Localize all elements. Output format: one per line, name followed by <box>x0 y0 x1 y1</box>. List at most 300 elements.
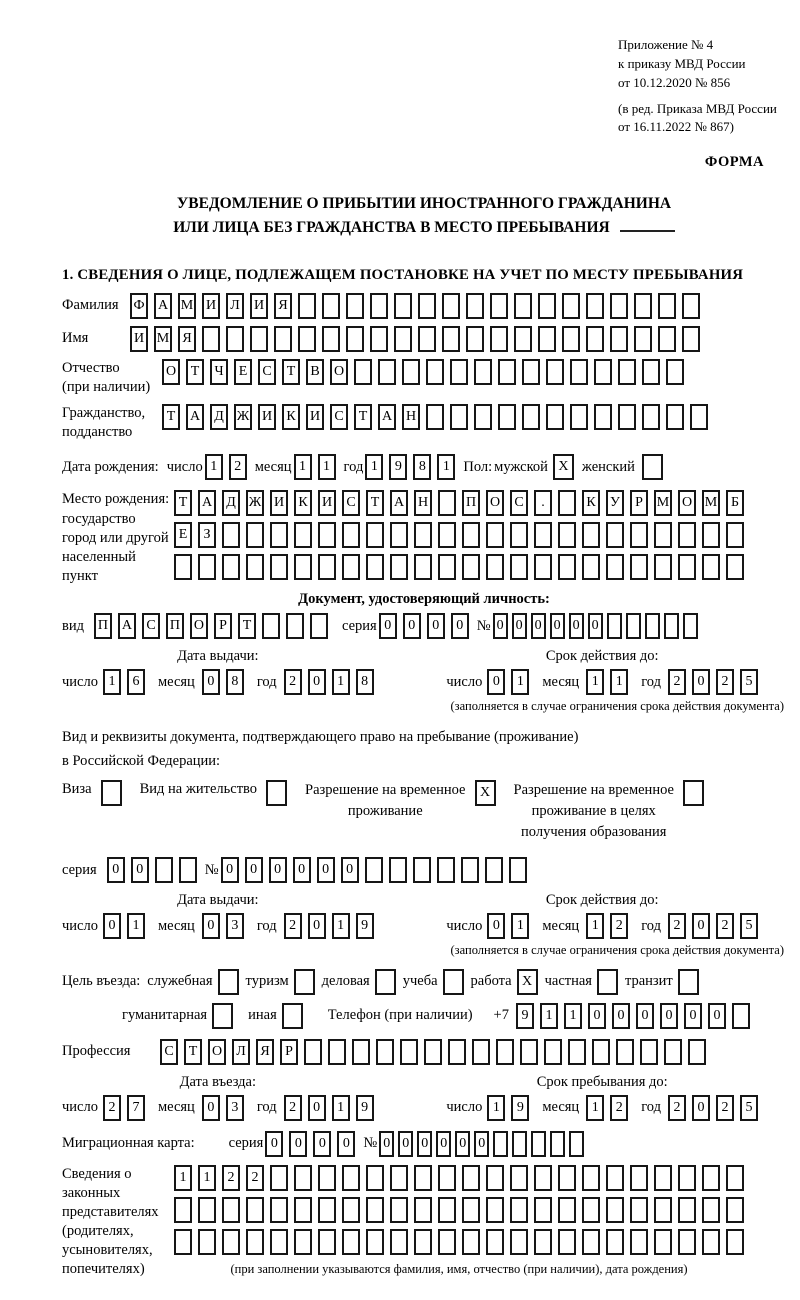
char-box[interactable]: X <box>517 969 538 995</box>
char-box[interactable] <box>101 780 122 806</box>
visa-checkbox[interactable] <box>101 780 122 806</box>
residence-valid-day-boxes[interactable] <box>487 913 529 939</box>
birth-place-row1-boxes[interactable] <box>174 490 744 516</box>
birth-month-boxes[interactable] <box>294 454 336 480</box>
doc-issue-month-boxes[interactable] <box>202 669 244 695</box>
purpose-tourism-checkbox[interactable] <box>294 969 315 995</box>
char-box[interactable] <box>286 613 304 639</box>
char-box[interactable] <box>726 1165 744 1191</box>
char-box[interactable]: 7 <box>127 1095 145 1121</box>
char-box[interactable] <box>202 326 220 352</box>
char-box[interactable] <box>402 359 420 385</box>
char-box[interactable]: Л <box>232 1039 250 1065</box>
char-box[interactable] <box>486 1165 504 1191</box>
birth-year-boxes[interactable] <box>365 454 455 480</box>
char-box[interactable]: 0 <box>202 1095 220 1121</box>
citizenship-boxes[interactable] <box>162 404 708 430</box>
char-box[interactable]: 1 <box>198 1165 216 1191</box>
residence-valid-year-boxes[interactable] <box>668 913 758 939</box>
char-box[interactable]: 1 <box>127 913 145 939</box>
char-box[interactable]: 6 <box>127 669 145 695</box>
char-box[interactable]: Н <box>402 404 420 430</box>
char-box[interactable]: 0 <box>474 1131 489 1157</box>
char-box[interactable]: 2 <box>246 1165 264 1191</box>
char-box[interactable] <box>678 554 696 580</box>
char-box[interactable]: 1 <box>487 1095 505 1121</box>
char-box[interactable] <box>510 1165 528 1191</box>
char-box[interactable]: О <box>162 359 180 385</box>
char-box[interactable]: 0 <box>569 613 584 639</box>
char-box[interactable] <box>654 522 672 548</box>
char-box[interactable]: Ж <box>246 490 264 516</box>
char-box[interactable] <box>472 1039 490 1065</box>
char-box[interactable]: Д <box>210 404 228 430</box>
char-box[interactable] <box>198 554 216 580</box>
char-box[interactable] <box>558 1197 576 1223</box>
char-box[interactable] <box>390 554 408 580</box>
char-box[interactable]: 0 <box>660 1003 678 1029</box>
representatives-row1-boxes[interactable] <box>174 1165 744 1191</box>
entry-day-boxes[interactable] <box>103 1095 145 1121</box>
char-box[interactable] <box>630 522 648 548</box>
char-box[interactable]: М <box>154 326 172 352</box>
char-box[interactable] <box>726 1197 744 1223</box>
char-box[interactable] <box>270 554 288 580</box>
char-box[interactable]: 0 <box>398 1131 413 1157</box>
char-box[interactable] <box>534 522 552 548</box>
char-box[interactable]: С <box>510 490 528 516</box>
char-box[interactable]: 1 <box>610 669 628 695</box>
representatives-row3-boxes[interactable] <box>174 1229 744 1255</box>
char-box[interactable] <box>682 326 700 352</box>
char-box[interactable] <box>394 326 412 352</box>
char-box[interactable]: 1 <box>586 1095 604 1121</box>
char-box[interactable] <box>370 293 388 319</box>
char-box[interactable] <box>642 454 663 480</box>
char-box[interactable] <box>366 522 384 548</box>
char-box[interactable]: С <box>258 359 276 385</box>
char-box[interactable] <box>683 613 698 639</box>
char-box[interactable] <box>514 293 532 319</box>
char-box[interactable] <box>342 1229 360 1255</box>
residence-valid-month-boxes[interactable] <box>586 913 628 939</box>
char-box[interactable] <box>582 522 600 548</box>
char-box[interactable]: 1 <box>174 1165 192 1191</box>
char-box[interactable] <box>642 359 660 385</box>
char-box[interactable] <box>640 1039 658 1065</box>
doc-issue-day-boxes[interactable] <box>103 669 145 695</box>
char-box[interactable] <box>558 1165 576 1191</box>
char-box[interactable] <box>443 969 464 995</box>
char-box[interactable]: Е <box>174 522 192 548</box>
char-box[interactable]: X <box>475 780 496 806</box>
char-box[interactable]: М <box>178 293 196 319</box>
char-box[interactable]: 0 <box>684 1003 702 1029</box>
char-box[interactable]: 2 <box>284 669 302 695</box>
char-box[interactable]: 2 <box>103 1095 121 1121</box>
char-box[interactable] <box>450 404 468 430</box>
char-box[interactable] <box>582 1165 600 1191</box>
char-box[interactable]: 0 <box>131 857 149 883</box>
char-box[interactable] <box>546 359 564 385</box>
char-box[interactable] <box>550 1131 565 1157</box>
char-box[interactable] <box>630 1229 648 1255</box>
profession-boxes[interactable] <box>160 1039 706 1065</box>
char-box[interactable] <box>678 1229 696 1255</box>
char-box[interactable] <box>394 293 412 319</box>
char-box[interactable] <box>618 404 636 430</box>
char-box[interactable] <box>378 359 396 385</box>
char-box[interactable] <box>538 293 556 319</box>
char-box[interactable] <box>270 1197 288 1223</box>
migration-series-boxes[interactable] <box>265 1131 355 1157</box>
char-box[interactable] <box>274 326 292 352</box>
char-box[interactable] <box>474 359 492 385</box>
char-box[interactable]: 0 <box>265 1131 283 1157</box>
char-box[interactable]: 1 <box>332 1095 350 1121</box>
char-box[interactable]: 8 <box>356 669 374 695</box>
char-box[interactable] <box>246 554 264 580</box>
char-box[interactable]: 0 <box>612 1003 630 1029</box>
stay-month-boxes[interactable] <box>586 1095 628 1121</box>
char-box[interactable]: 2 <box>222 1165 240 1191</box>
char-box[interactable] <box>594 359 612 385</box>
char-box[interactable] <box>462 1197 480 1223</box>
char-box[interactable]: Л <box>226 293 244 319</box>
char-box[interactable] <box>424 1039 442 1065</box>
char-box[interactable]: С <box>160 1039 178 1065</box>
male-checkbox[interactable] <box>553 454 574 480</box>
char-box[interactable] <box>282 1003 303 1029</box>
doc-series-boxes[interactable] <box>379 613 469 639</box>
char-box[interactable] <box>376 1039 394 1065</box>
residence-permit-checkbox[interactable] <box>266 780 287 806</box>
char-box[interactable]: П <box>462 490 480 516</box>
birth-place-row2-boxes[interactable] <box>174 522 744 548</box>
char-box[interactable] <box>294 1165 312 1191</box>
char-box[interactable]: И <box>202 293 220 319</box>
char-box[interactable]: 0 <box>451 613 469 639</box>
char-box[interactable] <box>226 326 244 352</box>
char-box[interactable]: С <box>342 490 360 516</box>
char-box[interactable]: Т <box>184 1039 202 1065</box>
char-box[interactable]: Т <box>282 359 300 385</box>
char-box[interactable]: 2 <box>668 1095 686 1121</box>
char-box[interactable] <box>702 522 720 548</box>
char-box[interactable]: 2 <box>716 669 734 695</box>
char-box[interactable]: 0 <box>692 913 710 939</box>
char-box[interactable] <box>645 613 660 639</box>
purpose-other-checkbox[interactable] <box>282 1003 303 1029</box>
char-box[interactable]: 5 <box>740 913 758 939</box>
char-box[interactable]: 1 <box>365 454 383 480</box>
char-box[interactable] <box>630 1197 648 1223</box>
temp-residence-education-checkbox[interactable] <box>683 780 704 806</box>
char-box[interactable] <box>510 1197 528 1223</box>
char-box[interactable] <box>654 1229 672 1255</box>
char-box[interactable] <box>702 1165 720 1191</box>
char-box[interactable] <box>342 1165 360 1191</box>
char-box[interactable] <box>642 404 660 430</box>
purpose-business-checkbox[interactable] <box>375 969 396 995</box>
char-box[interactable]: 2 <box>284 913 302 939</box>
residence-issue-day-boxes[interactable] <box>103 913 145 939</box>
char-box[interactable] <box>498 359 516 385</box>
char-box[interactable]: Д <box>222 490 240 516</box>
char-box[interactable]: 3 <box>226 913 244 939</box>
char-box[interactable] <box>702 554 720 580</box>
char-box[interactable] <box>606 1229 624 1255</box>
temp-residence-checkbox[interactable] <box>475 780 496 806</box>
char-box[interactable]: 2 <box>716 913 734 939</box>
char-box[interactable] <box>222 554 240 580</box>
doc-issue-year-boxes[interactable] <box>284 669 374 695</box>
char-box[interactable] <box>606 522 624 548</box>
char-box[interactable] <box>462 1229 480 1255</box>
char-box[interactable]: 9 <box>356 1095 374 1121</box>
char-box[interactable] <box>534 1229 552 1255</box>
char-box[interactable] <box>732 1003 750 1029</box>
char-box[interactable] <box>179 857 197 883</box>
char-box[interactable] <box>462 554 480 580</box>
char-box[interactable]: Ч <box>210 359 228 385</box>
char-box[interactable] <box>690 404 708 430</box>
char-box[interactable]: Т <box>174 490 192 516</box>
char-box[interactable] <box>390 522 408 548</box>
char-box[interactable]: З <box>198 522 216 548</box>
char-box[interactable]: 9 <box>511 1095 529 1121</box>
char-box[interactable] <box>534 554 552 580</box>
char-box[interactable]: 8 <box>226 669 244 695</box>
char-box[interactable]: 2 <box>668 913 686 939</box>
char-box[interactable] <box>270 1165 288 1191</box>
char-box[interactable] <box>346 326 364 352</box>
char-box[interactable] <box>438 554 456 580</box>
char-box[interactable] <box>262 613 280 639</box>
char-box[interactable] <box>438 1165 456 1191</box>
char-box[interactable]: 1 <box>332 669 350 695</box>
char-box[interactable] <box>366 554 384 580</box>
char-box[interactable] <box>438 490 456 516</box>
residence-series-boxes[interactable] <box>107 857 197 883</box>
char-box[interactable]: 0 <box>588 613 603 639</box>
char-box[interactable] <box>322 326 340 352</box>
char-box[interactable]: 0 <box>202 913 220 939</box>
char-box[interactable]: К <box>582 490 600 516</box>
char-box[interactable]: И <box>250 293 268 319</box>
char-box[interactable] <box>426 359 444 385</box>
char-box[interactable] <box>486 554 504 580</box>
birth-place-row3-boxes[interactable] <box>174 554 744 580</box>
char-box[interactable] <box>486 1197 504 1223</box>
char-box[interactable] <box>486 1229 504 1255</box>
char-box[interactable] <box>630 1165 648 1191</box>
char-box[interactable]: 0 <box>427 613 445 639</box>
char-box[interactable] <box>352 1039 370 1065</box>
char-box[interactable]: 1 <box>586 913 604 939</box>
char-box[interactable]: М <box>654 490 672 516</box>
char-box[interactable] <box>438 1197 456 1223</box>
stay-day-boxes[interactable] <box>487 1095 529 1121</box>
char-box[interactable]: 0 <box>379 613 397 639</box>
char-box[interactable] <box>294 1197 312 1223</box>
char-box[interactable]: И <box>258 404 276 430</box>
char-box[interactable]: К <box>282 404 300 430</box>
char-box[interactable] <box>298 293 316 319</box>
char-box[interactable] <box>318 1165 336 1191</box>
char-box[interactable] <box>534 1165 552 1191</box>
char-box[interactable] <box>342 554 360 580</box>
char-box[interactable]: 0 <box>308 669 326 695</box>
char-box[interactable]: У <box>606 490 624 516</box>
char-box[interactable]: 0 <box>313 1131 331 1157</box>
char-box[interactable]: О <box>190 613 208 639</box>
char-box[interactable]: 5 <box>740 669 758 695</box>
char-box[interactable]: 2 <box>610 913 628 939</box>
char-box[interactable] <box>414 1229 432 1255</box>
char-box[interactable] <box>726 522 744 548</box>
representatives-row2-boxes[interactable] <box>174 1197 744 1223</box>
char-box[interactable] <box>558 554 576 580</box>
residence-issue-month-boxes[interactable] <box>202 913 244 939</box>
char-box[interactable] <box>318 1229 336 1255</box>
char-box[interactable]: 9 <box>389 454 407 480</box>
birth-day-boxes[interactable] <box>205 454 247 480</box>
char-box[interactable]: 1 <box>564 1003 582 1029</box>
char-box[interactable] <box>678 969 699 995</box>
char-box[interactable] <box>462 522 480 548</box>
char-box[interactable] <box>318 1197 336 1223</box>
char-box[interactable] <box>400 1039 418 1065</box>
char-box[interactable] <box>198 1229 216 1255</box>
char-box[interactable]: И <box>270 490 288 516</box>
char-box[interactable] <box>630 554 648 580</box>
char-box[interactable] <box>390 1229 408 1255</box>
char-box[interactable]: 5 <box>740 1095 758 1121</box>
char-box[interactable] <box>438 1229 456 1255</box>
char-box[interactable]: Р <box>214 613 232 639</box>
char-box[interactable] <box>531 1131 546 1157</box>
char-box[interactable] <box>270 1229 288 1255</box>
name-boxes[interactable] <box>130 326 700 352</box>
char-box[interactable]: . <box>534 490 552 516</box>
char-box[interactable]: О <box>678 490 696 516</box>
char-box[interactable] <box>493 1131 508 1157</box>
char-box[interactable]: 2 <box>229 454 247 480</box>
char-box[interactable]: П <box>94 613 112 639</box>
char-box[interactable] <box>390 1197 408 1223</box>
purpose-private-checkbox[interactable] <box>597 969 618 995</box>
char-box[interactable] <box>607 613 622 639</box>
char-box[interactable] <box>512 1131 527 1157</box>
char-box[interactable]: И <box>318 490 336 516</box>
char-box[interactable] <box>546 404 564 430</box>
char-box[interactable] <box>569 1131 584 1157</box>
char-box[interactable] <box>438 522 456 548</box>
char-box[interactable] <box>558 522 576 548</box>
char-box[interactable] <box>448 1039 466 1065</box>
entry-year-boxes[interactable] <box>284 1095 374 1121</box>
char-box[interactable]: 0 <box>202 669 220 695</box>
char-box[interactable]: 2 <box>284 1095 302 1121</box>
char-box[interactable] <box>522 404 540 430</box>
char-box[interactable]: 0 <box>289 1131 307 1157</box>
char-box[interactable]: Ф <box>130 293 148 319</box>
char-box[interactable]: 1 <box>586 669 604 695</box>
char-box[interactable]: 0 <box>337 1131 355 1157</box>
char-box[interactable] <box>562 293 580 319</box>
char-box[interactable]: 0 <box>317 857 335 883</box>
char-box[interactable] <box>562 326 580 352</box>
char-box[interactable] <box>418 293 436 319</box>
char-box[interactable]: 0 <box>308 913 326 939</box>
char-box[interactable]: 9 <box>516 1003 534 1029</box>
char-box[interactable]: 1 <box>103 669 121 695</box>
char-box[interactable] <box>682 293 700 319</box>
char-box[interactable]: Н <box>414 490 432 516</box>
char-box[interactable] <box>586 293 604 319</box>
char-box[interactable] <box>246 1197 264 1223</box>
char-box[interactable]: 0 <box>293 857 311 883</box>
char-box[interactable] <box>294 1229 312 1255</box>
char-box[interactable] <box>658 293 676 319</box>
char-box[interactable] <box>654 1165 672 1191</box>
char-box[interactable]: А <box>186 404 204 430</box>
surname-boxes[interactable] <box>130 293 700 319</box>
char-box[interactable]: О <box>330 359 348 385</box>
char-box[interactable]: В <box>306 359 324 385</box>
phone-boxes[interactable] <box>516 1003 750 1029</box>
char-box[interactable] <box>318 522 336 548</box>
char-box[interactable] <box>634 326 652 352</box>
char-box[interactable] <box>212 1003 233 1029</box>
char-box[interactable] <box>342 522 360 548</box>
char-box[interactable]: А <box>154 293 172 319</box>
char-box[interactable] <box>474 404 492 430</box>
char-box[interactable] <box>250 326 268 352</box>
char-box[interactable]: Р <box>280 1039 298 1065</box>
char-box[interactable] <box>664 1039 682 1065</box>
char-box[interactable] <box>610 326 628 352</box>
char-box[interactable] <box>666 359 684 385</box>
char-box[interactable] <box>366 1229 384 1255</box>
char-box[interactable]: 0 <box>403 613 421 639</box>
char-box[interactable]: Я <box>274 293 292 319</box>
doc-valid-day-boxes[interactable] <box>487 669 529 695</box>
char-box[interactable]: 1 <box>294 454 312 480</box>
char-box[interactable] <box>592 1039 610 1065</box>
char-box[interactable] <box>534 1197 552 1223</box>
doc-number-boxes[interactable] <box>493 613 698 639</box>
char-box[interactable]: Т <box>366 490 384 516</box>
char-box[interactable] <box>658 326 676 352</box>
char-box[interactable] <box>606 1197 624 1223</box>
char-box[interactable]: 0 <box>379 1131 394 1157</box>
char-box[interactable] <box>626 613 641 639</box>
char-box[interactable] <box>568 1039 586 1065</box>
char-box[interactable] <box>246 1229 264 1255</box>
char-box[interactable] <box>466 326 484 352</box>
char-box[interactable] <box>498 404 516 430</box>
char-box[interactable]: Т <box>186 359 204 385</box>
char-box[interactable]: Т <box>162 404 180 430</box>
char-box[interactable]: 2 <box>668 669 686 695</box>
char-box[interactable] <box>570 404 588 430</box>
char-box[interactable]: А <box>378 404 396 430</box>
char-box[interactable] <box>654 554 672 580</box>
char-box[interactable] <box>510 522 528 548</box>
char-box[interactable] <box>558 490 576 516</box>
